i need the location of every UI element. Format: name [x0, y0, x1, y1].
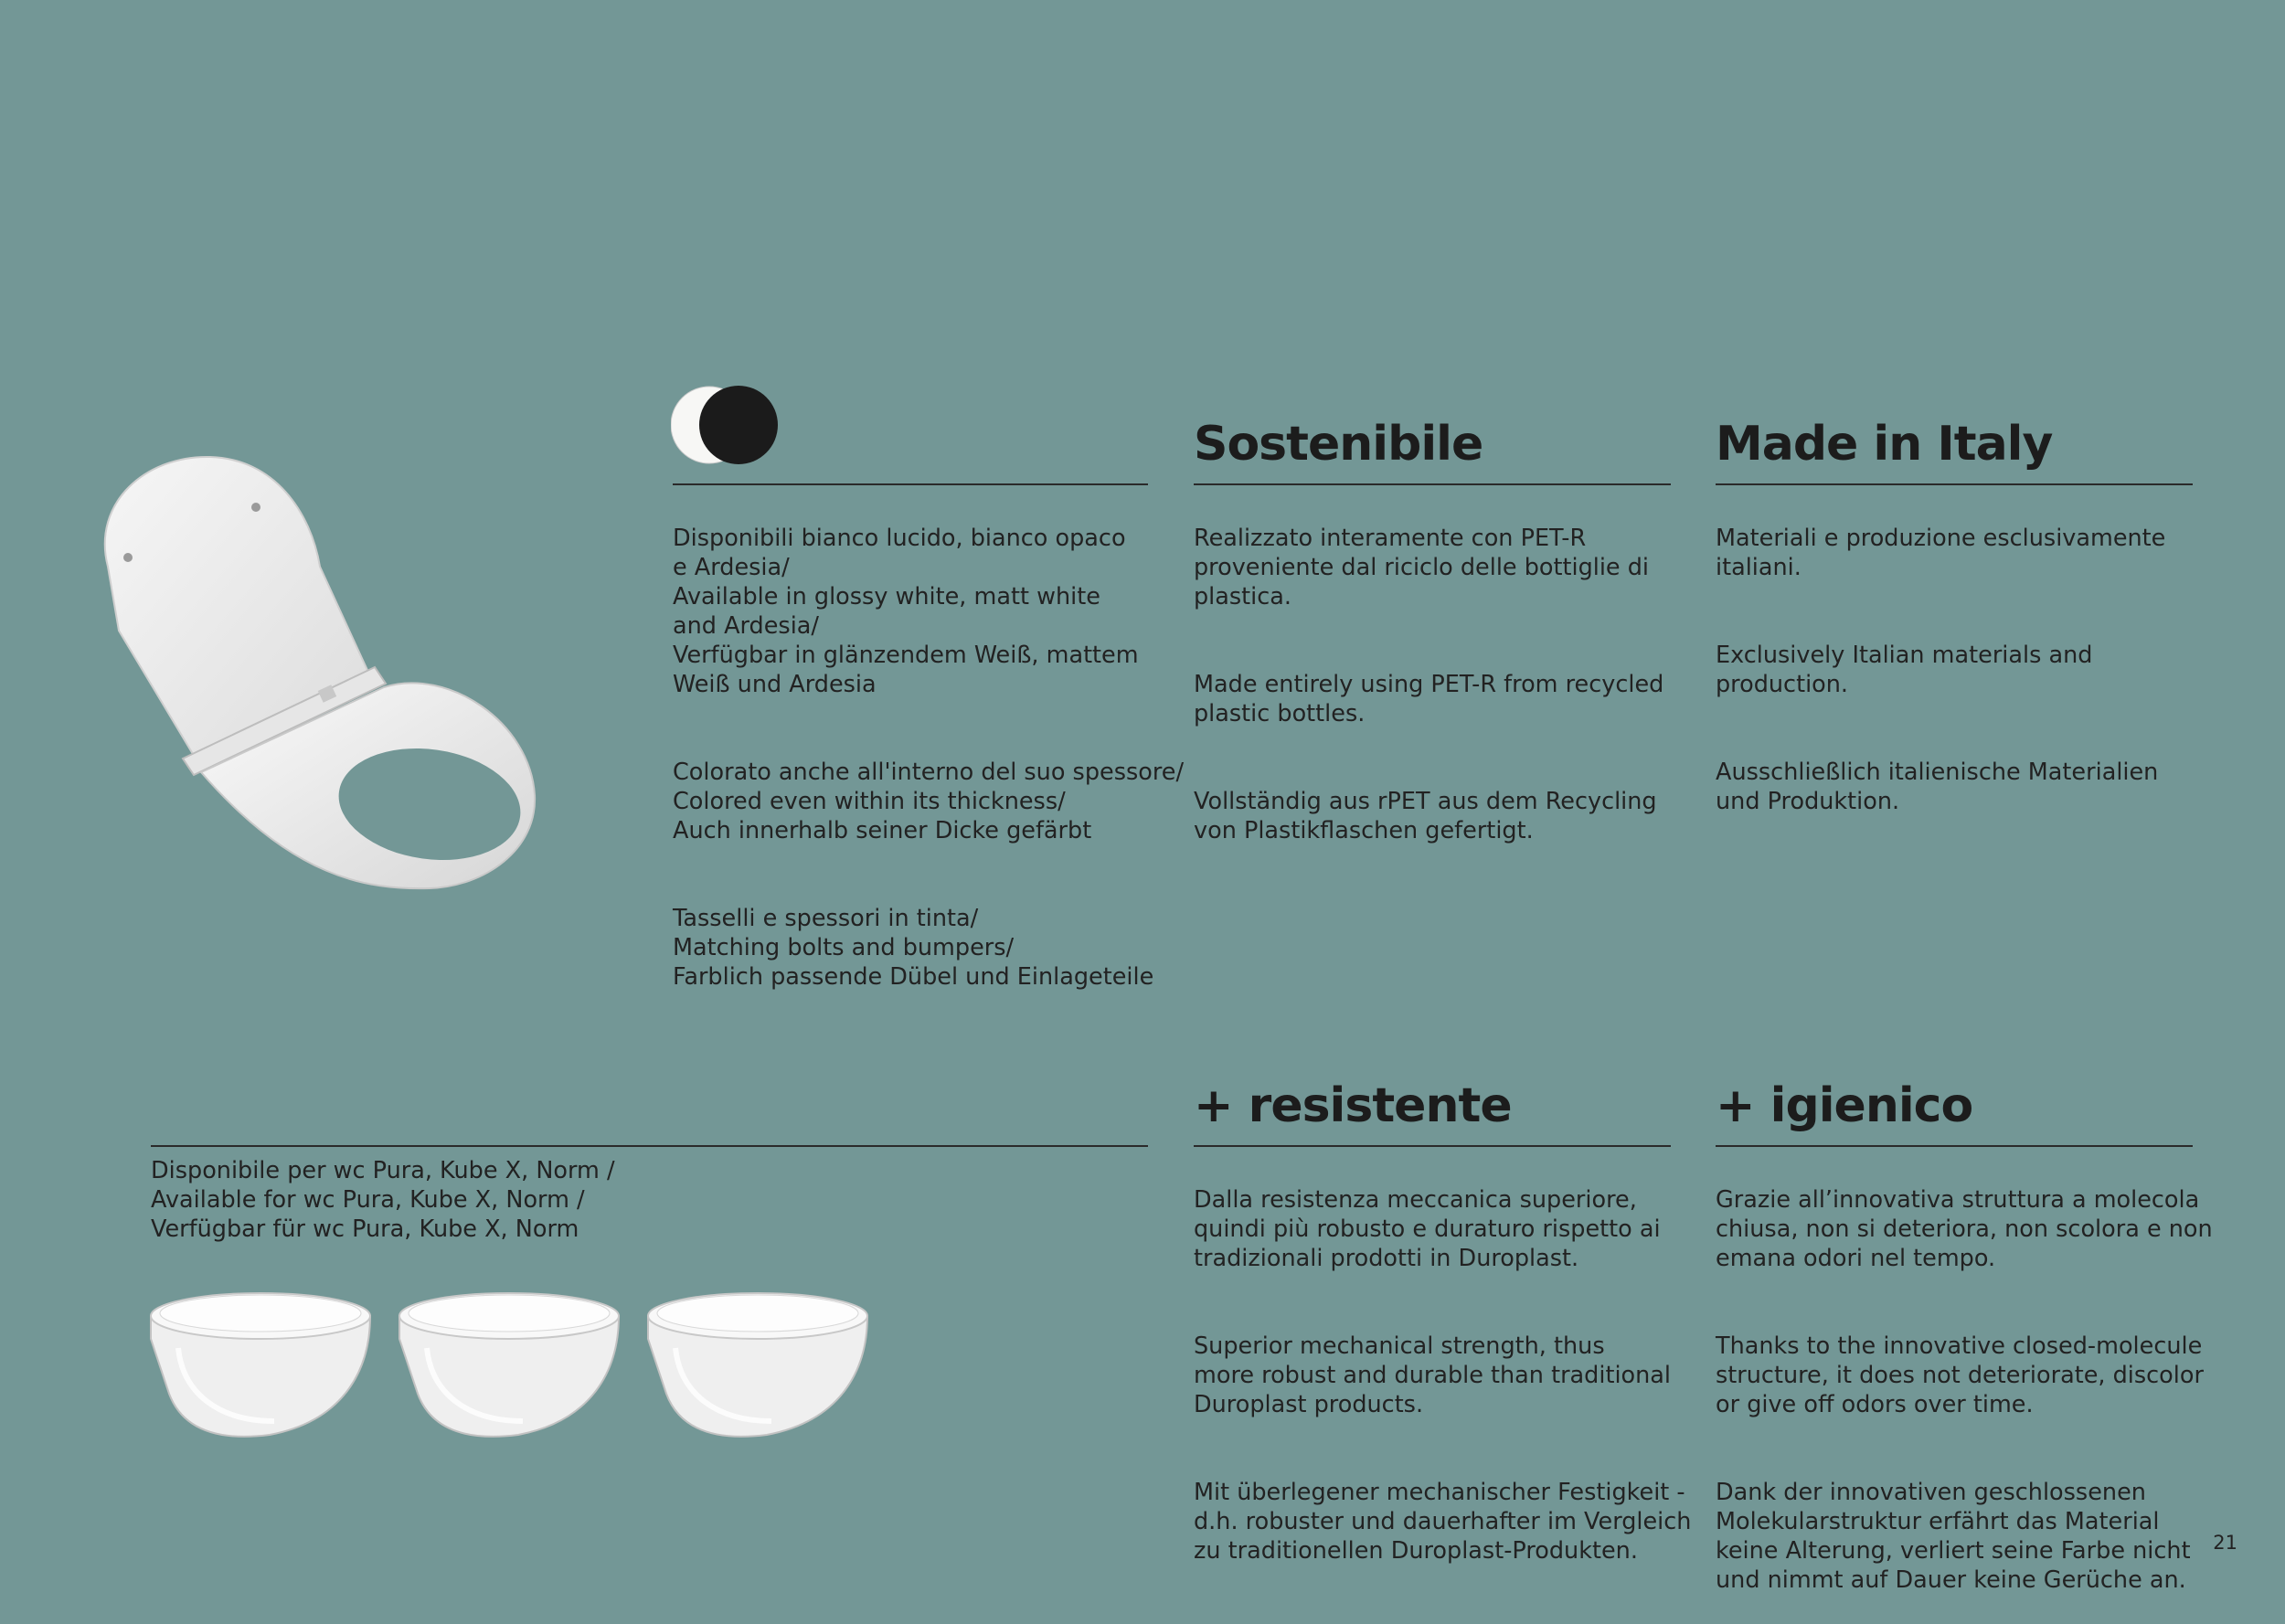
- page-number: 21: [2213, 1532, 2237, 1554]
- made-in-italy-paragraph: Exclusively Italian materials and production.: [1716, 642, 2093, 698]
- igienico-heading: + igienico: [1716, 1078, 1973, 1133]
- igienico-paragraph: Grazie all’innovativa struttura a molecola chiusa, non si deteriora, non scolora e non emana odori nel tempo.: [1716, 1186, 2213, 1272]
- resistente-paragraph: Dalla resistenza meccanica superiore, quindi più robusto e duraturo rispetto ai tradizionali prodotti in Duroplast.: [1194, 1186, 1661, 1272]
- resistente-paragraph: Mit überlegener mechanischer Festigkeit - d.h. robuster und dauerhafter im Vergleich zu traditionellen Duroplast-Produkten.: [1194, 1479, 1692, 1565]
- divider-made-in-italy: [1716, 483, 2193, 485]
- resistente-heading: + resistente: [1194, 1078, 1512, 1133]
- divider-availability: [151, 1145, 1148, 1147]
- igienico-paragraph: Thanks to the innovative closed-molecule structure, it does not deteriorate, discolor or give off odors over time.: [1716, 1332, 2204, 1418]
- divider-colors: [673, 483, 1148, 485]
- colors-paragraph: Tasselli e spessori in tinta/ Matching bolts and bumpers/ Farblich passende Dübel und Einlageteile: [673, 905, 1154, 991]
- made-in-italy-paragraph: Ausschließlich italienische Materialien und Produktion.: [1716, 759, 2159, 815]
- toilet-seat-image: [91, 448, 548, 905]
- wc-kube-x-image: [395, 1284, 623, 1444]
- wc-pura-image: [146, 1284, 375, 1444]
- colors-paragraph: Disponibili bianco lucido, bianco opaco e Ardesia/ Available in glossy white, matt white and Ardesia/ Verfügbar in glänzendem Weiß, mattem Weiß und Ardesia: [673, 525, 1139, 698]
- resistente-paragraph: Superior mechanical strength, thus more robust and durable than traditional Duroplast products.: [1194, 1332, 1672, 1418]
- sostenibile-heading: Sostenibile: [1194, 417, 1483, 472]
- divider-resistente: [1194, 1145, 1671, 1147]
- sostenibile-paragraph: Realizzato interamente con PET-R proveniente dal riciclo delle bottiglie di plastica.: [1194, 525, 1649, 610]
- colors-paragraph: Colorato anche all'interno del suo spessore/ Colored even within its thickness/ Auch innerhalb seiner Dicke gefärbt: [673, 759, 1185, 844]
- wc-norm-image: [643, 1284, 872, 1444]
- made-in-italy-heading: Made in Italy: [1716, 417, 2053, 472]
- igienico-paragraph: Dank der innovativen geschlossenen Molekularstruktur erfährt das Material keine Alterung, verliert seine Farbe nicht und nimmt auf Dauer keine Gerüche an.: [1716, 1479, 2191, 1594]
- igienico-description: [1716, 1156, 2246, 1624]
- made-in-italy-paragraph: Materiali e produzione esclusivamente italiani.: [1716, 525, 2166, 581]
- divider-igienico: [1716, 1145, 2193, 1147]
- sostenibile-paragraph: Made entirely using PET-R from recycled plastic bottles.: [1194, 671, 1664, 727]
- resistente-description: [1194, 1156, 1706, 1595]
- made-in-italy-description: [1716, 494, 2227, 845]
- sostenibile-paragraph: Vollständig aus rPET aus dem Recycling von Plastikflaschen gefertigt.: [1194, 788, 1657, 844]
- divider-sostenibile: [1194, 483, 1671, 485]
- sostenibile-description: [1194, 494, 1687, 875]
- color-swatch-icon: [671, 384, 781, 466]
- availability-text: Disponibile per wc Pura, Kube X, Norm / Available for wc Pura, Kube X, Norm / Verfügbar für wc Pura, Kube X, Norm: [151, 1157, 615, 1243]
- colors-description: [673, 494, 1185, 1021]
